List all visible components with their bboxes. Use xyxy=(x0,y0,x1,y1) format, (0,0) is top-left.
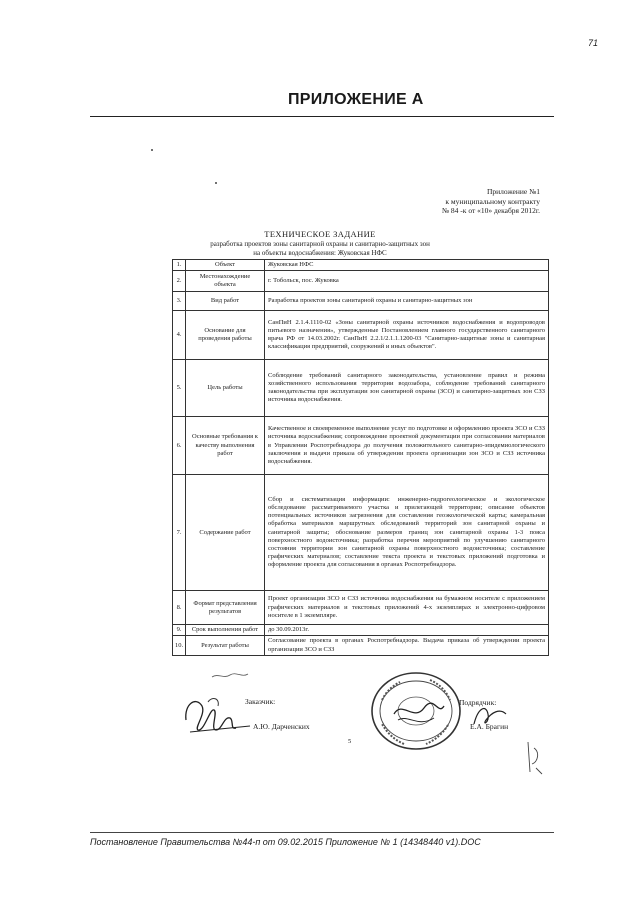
row-number: 4. xyxy=(173,311,186,360)
row-value: Жуковская НФС xyxy=(265,260,549,271)
row-name: Результат работы xyxy=(186,636,265,655)
customer-name: А.Ю. Дарченских xyxy=(253,722,310,731)
contractor-name: Е.А. Брагин xyxy=(470,722,509,731)
row-number: 3. xyxy=(173,292,186,311)
row-number: 10. xyxy=(173,636,186,655)
table-row xyxy=(173,417,549,475)
title-rule xyxy=(90,116,554,117)
row-value: Разработка проектов зоны санитарной охраны и санитарно-защитных зон xyxy=(265,292,549,311)
row-name: Формат представления результатов xyxy=(186,591,265,625)
row-value: г. Тобольск, пос. Жуковка xyxy=(265,271,549,292)
row-number: 1. xyxy=(173,260,186,271)
row-value: Согласование проекта в органах Роспотребнадзора. Выдача приказа об утверждении проекта организации ЗСО и СЗЗ xyxy=(265,636,549,655)
row-name: Основные требования к качеству выполнения работ xyxy=(186,417,265,475)
spec-title: ТЕХНИЧЕСКОЕ ЗАДАНИЕ xyxy=(264,229,376,239)
table-row xyxy=(173,475,549,591)
row-name: Местонахождение объекта xyxy=(186,271,265,292)
row-value: Качественное и своевременное выполнение услуг по подготовке и оформлению проекта ЗСО и СЗЗ источника водоснабжения; сопровождение проектной документации при согласовании материалов в Управлении Роспотребнадзора до получения положительного санитарно-эпидемиологического заключения и выдачи приказа об утверждении проекта организации зон ЗСО и СЗЗ источника водоснабжения. xyxy=(265,417,549,475)
table-row xyxy=(173,591,549,625)
table-row xyxy=(173,292,549,311)
table-row xyxy=(173,271,549,292)
handwritten-mark xyxy=(522,738,546,778)
scan-speck xyxy=(215,182,217,184)
row-name: Объект xyxy=(186,260,265,271)
row-value: Соблюдение требований санитарного законодательства, установление правил и режима хозяйственного использования территории водозабора, соблюдение требований санитарного законодательства при эксплуатации зон санитарной охраны (ЗСО) и санитарно-защитных зон СЗЗ источника водоснабжения. xyxy=(265,360,549,417)
official-seal-stamp xyxy=(368,670,464,752)
row-number: 7. xyxy=(173,475,186,591)
row-number: 9. xyxy=(173,625,186,636)
table-row xyxy=(173,636,549,655)
page-number: 71 xyxy=(588,38,599,48)
table-row xyxy=(173,311,549,360)
table-row xyxy=(173,625,549,636)
row-name: Срок выполнения работ xyxy=(186,625,265,636)
scan-speck xyxy=(151,149,153,151)
contractor-label: Подрядчик: xyxy=(459,698,497,707)
customer-label: Заказчик: xyxy=(245,697,276,706)
table-row xyxy=(173,260,549,271)
row-number: 2. xyxy=(173,271,186,292)
row-name: Цель работы xyxy=(186,360,265,417)
annex-line-1: Приложение №1 xyxy=(486,187,540,196)
appendix-title: ПРИЛОЖЕНИЕ А xyxy=(288,91,424,108)
row-name: Вид работ xyxy=(186,292,265,311)
handwritten-mark xyxy=(210,672,250,680)
row-value: СанПиН 2.1.4.1110-02 «Зоны санитарной охраны источников водоснабжения и водопроводов питьевого назначения», утвержденные Постановлением главного государственного санитарного врача РФ от 14.03.2002г. СанПиН 2.2.1/2.1.1.1200-03 "Санитарно-защитные зоны и санитарная классификация предприятий, сооружений и иных объектов". xyxy=(265,311,549,360)
row-name: Содержание работ xyxy=(186,475,265,591)
row-number: 5. xyxy=(173,360,186,417)
row-value: Сбор и систематизация информации: инженерно-гидрогеологическое и экологическое обследование рассматриваемого участка и прилегающей территории; описание объектов потенциальных источников загрязнения для составления геоэкологической карты; камеральная обработка материалов маршрутных обследований территорий зон санитарной охраны и санитарной защиты; обоснование размеров границ зон санитарной охраны 1-3 пояса поверхностного водоисточника; разработка перечня мероприятий по улучшению санитарного состояния территории зон санитарной охраны поверхностного водоисточника; составление графических материалов; составление текста проекта и текстовых приложений подготовка и оформление проекта для согласования в органах Роспотребнадзора. xyxy=(265,475,549,591)
document-page-mark: 5 xyxy=(348,738,352,745)
row-value: Проект организации ЗСО и СЗЗ источника водоснабжения на бумажном носителе с приложением графических материалов и текстовых приложений 4-х экземплярах и электронно-цифровом носителе в 1 экземпляре. xyxy=(265,591,549,625)
annex-block xyxy=(442,187,540,216)
annex-line-3: № 84 -к от «10» декабря 2012г. xyxy=(441,206,540,215)
footer-text: Постановление Правительства №44-п от 09.02.2015 Приложение № 1 (14348440 v1).DOC xyxy=(90,837,481,847)
annex-line-2: к муниципальному контракту xyxy=(445,196,540,206)
row-value: до 30.09.2013г. xyxy=(265,625,549,636)
footer-rule xyxy=(90,832,554,833)
spec-table xyxy=(172,259,549,656)
spec-subtitle: разработка проектов зоны санитарной охраны и санитарно-защитных зон xyxy=(210,240,430,248)
table-row xyxy=(173,360,549,417)
spec-subtitle-object: на объекты водоснабжения: Жуковская НФС xyxy=(253,249,387,257)
row-name: Основание для проведения работы xyxy=(186,311,265,360)
row-number: 8. xyxy=(173,591,186,625)
row-number: 6. xyxy=(173,417,186,475)
